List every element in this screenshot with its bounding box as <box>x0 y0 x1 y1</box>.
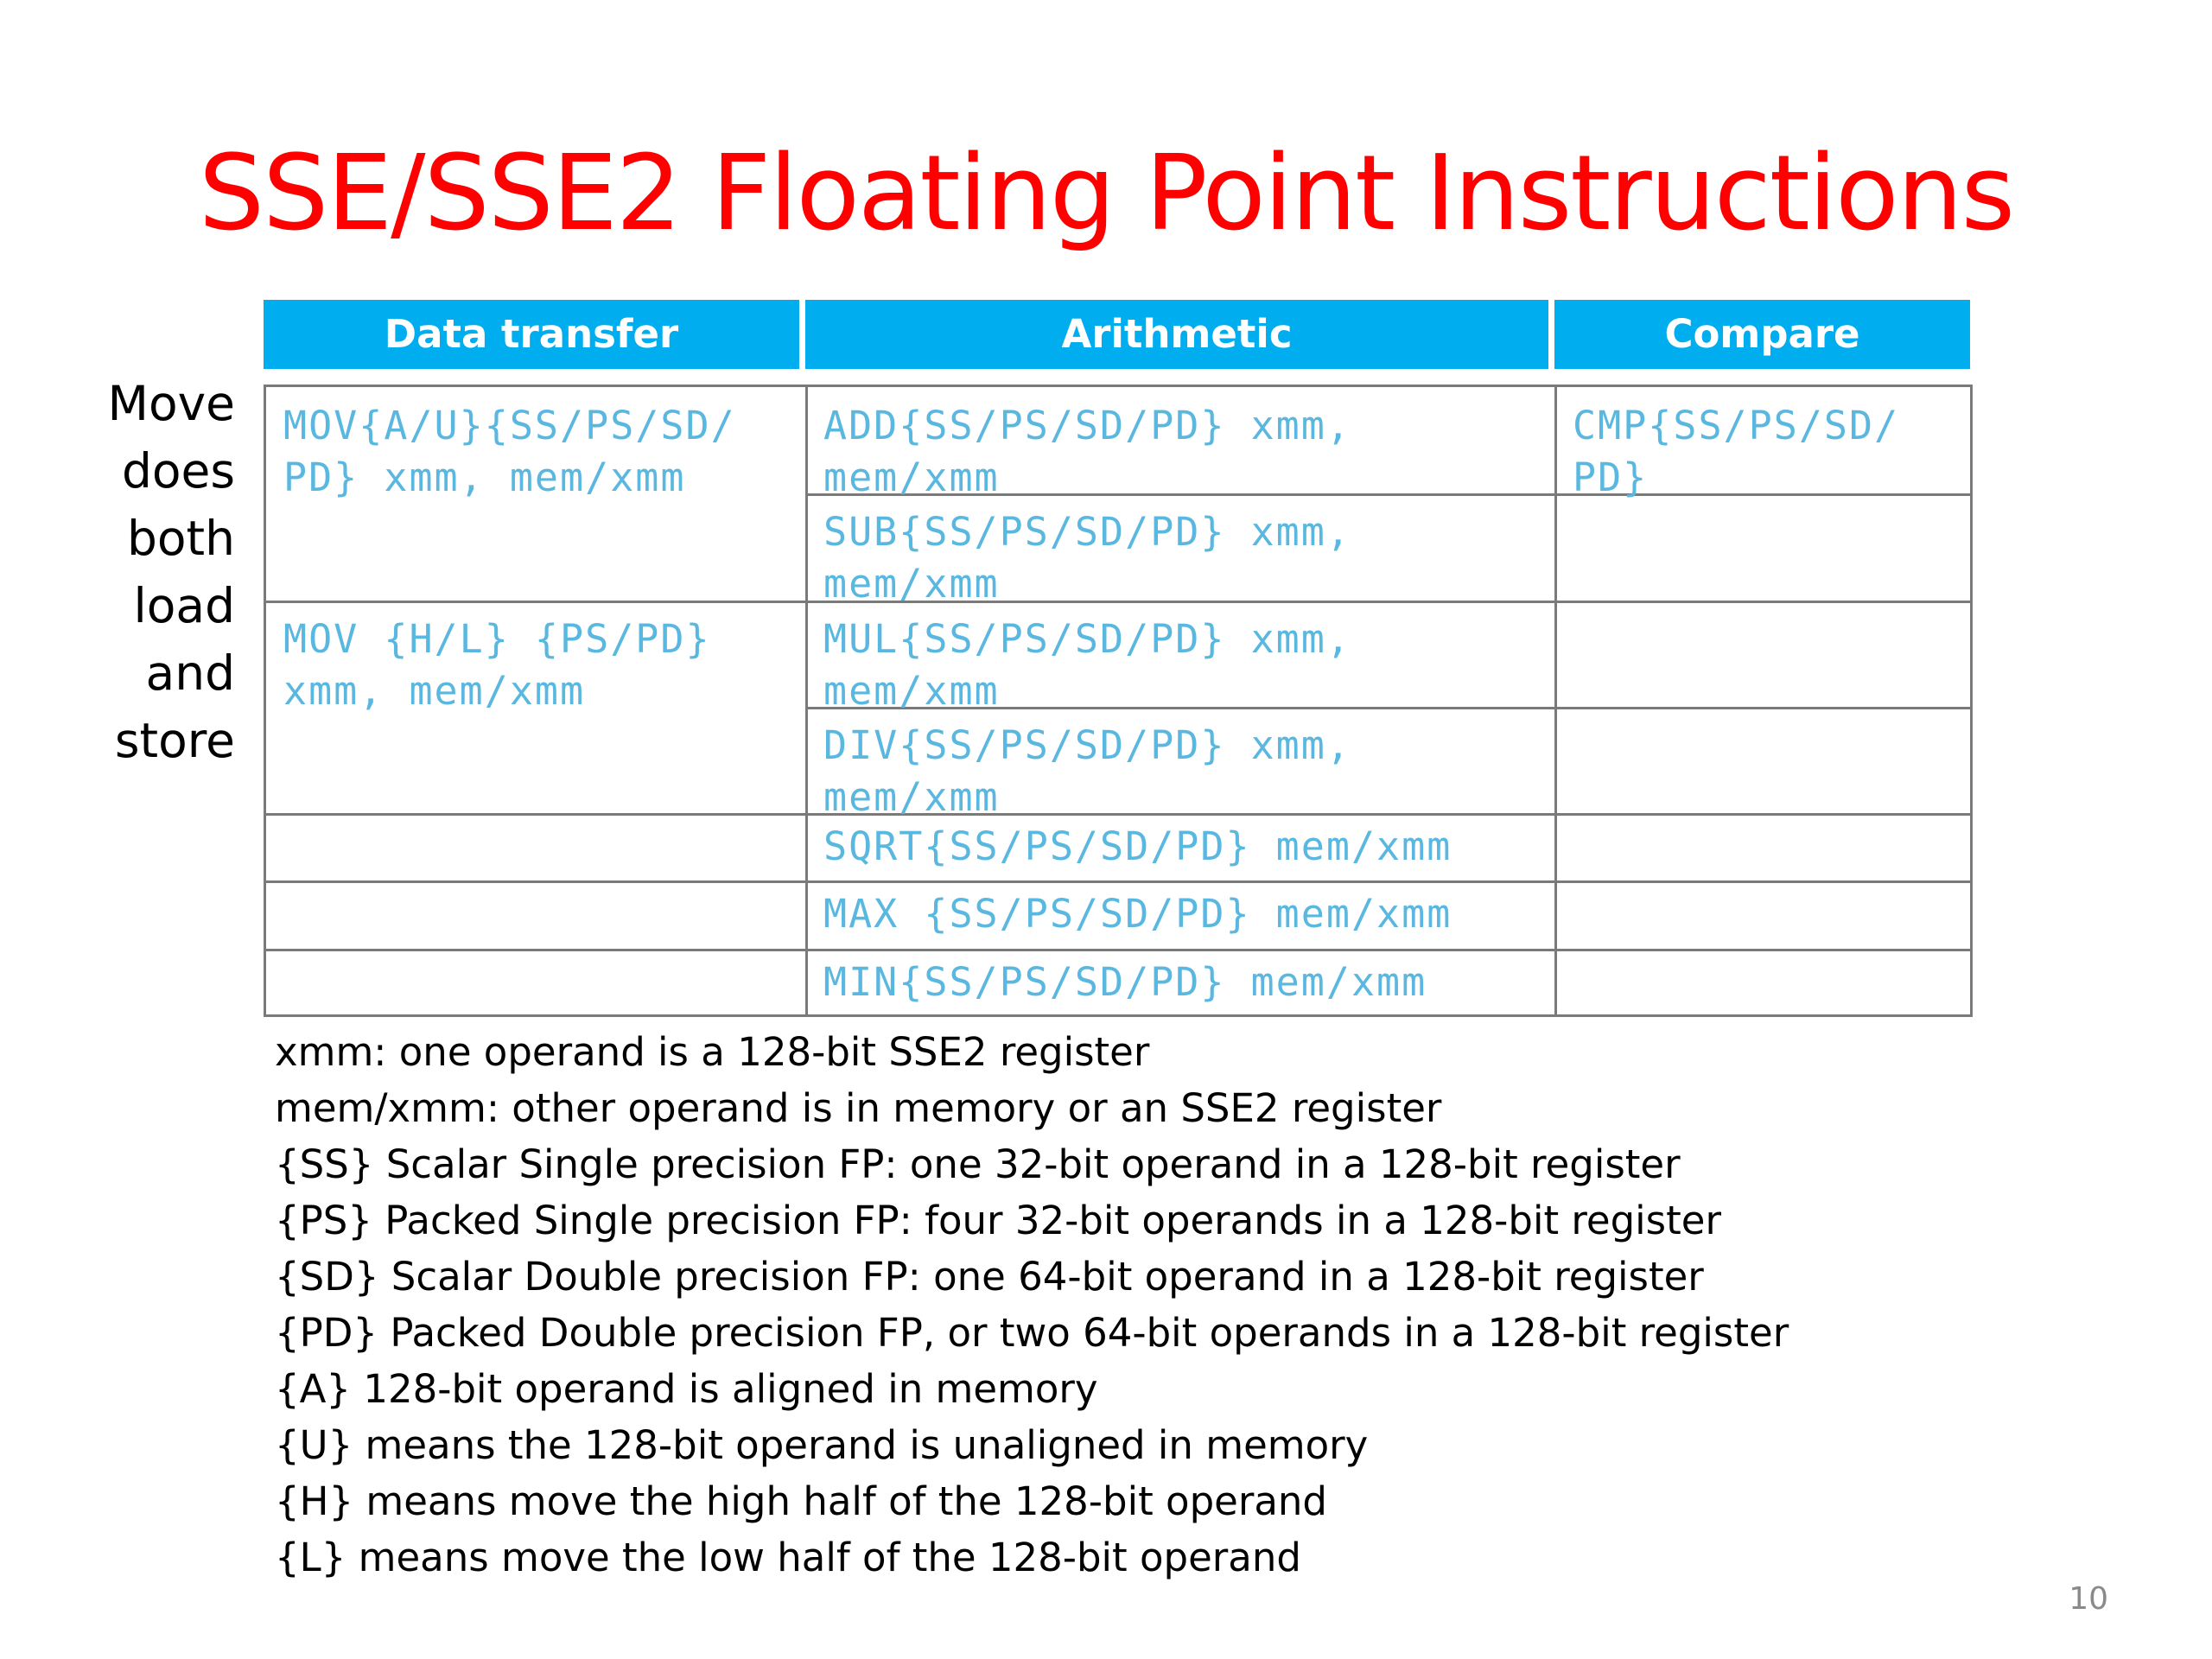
cell-sub <box>823 506 1351 610</box>
cell-line: ADD{SS/PS/SD/PD} xmm, <box>823 403 1351 448</box>
cell-line: PD} xmm, mem/xmm <box>283 454 686 500</box>
cell-line: CMP{SS/PS/SD/ <box>1573 403 1900 448</box>
side-note-line: load <box>133 578 235 633</box>
header-arithmetic: Arithmetic <box>805 300 1548 369</box>
cell-line: xmm, mem/xmm <box>283 668 586 714</box>
cell-line: SQRT{SS/PS/SD/PD} mem/xmm <box>823 823 1452 869</box>
header-data-transfer: Data transfer <box>264 300 799 369</box>
cell-line: mem/xmm <box>823 668 1000 714</box>
cell-mov-hl <box>283 613 711 717</box>
cell-max <box>823 888 1452 940</box>
cell-div <box>823 720 1351 823</box>
row-divider <box>266 949 1970 951</box>
legend-line: {SD} Scalar Double precision FP: one 64-bit operand in a 128-bit register <box>275 1254 1704 1300</box>
cell-line: mem/xmm <box>823 561 1000 607</box>
cell-min <box>823 957 1427 1008</box>
cell-mul <box>823 613 1351 717</box>
cell-sqrt <box>823 821 1452 873</box>
side-note-line: does <box>121 443 235 499</box>
cell-cmp <box>1573 400 1899 504</box>
slide-title: SSE/SSE2 Floating Point Instructions <box>198 134 2014 254</box>
side-note-line: and <box>145 645 235 701</box>
cell-line: MIN{SS/PS/SD/PD} mem/xmm <box>823 959 1427 1005</box>
legend-line: {PS} Packed Single precision FP: four 32-bit operands in a 128-bit register <box>275 1198 1721 1243</box>
legend-line: mem/xmm: other operand is in memory or an SSE2 register <box>275 1085 1442 1131</box>
row-divider <box>266 880 1970 883</box>
legend-line: {A} 128-bit operand is aligned in memory <box>275 1366 1098 1412</box>
header-compare: Compare <box>1554 300 1970 369</box>
legend-line: xmm: one operand is a 128-bit SSE2 register <box>275 1029 1150 1075</box>
legend-line: {H} means move the high half of the 128-bit operand <box>275 1478 1327 1524</box>
cell-mov-au <box>283 400 736 504</box>
legend-line: {U} means the 128-bit operand is unaligned in memory <box>275 1422 1369 1468</box>
column-divider <box>805 387 808 1014</box>
side-note <box>86 370 235 774</box>
legend <box>275 1024 1789 1586</box>
cell-line: DIV{SS/PS/SD/PD} xmm, <box>823 722 1351 768</box>
cell-line: MAX {SS/PS/SD/PD} mem/xmm <box>823 891 1452 937</box>
side-note-line: Move <box>107 376 235 431</box>
cell-add <box>823 400 1351 504</box>
side-note-line: both <box>127 511 235 566</box>
side-note-line: store <box>114 713 235 768</box>
cell-line: MUL{SS/PS/SD/PD} xmm, <box>823 616 1351 662</box>
cell-line: mem/xmm <box>823 454 1000 500</box>
cell-line: MOV {H/L} {PS/PD} <box>283 616 711 662</box>
cell-line: PD} <box>1573 454 1649 500</box>
column-divider <box>1554 387 1557 1014</box>
instruction-table <box>264 385 1973 1017</box>
legend-line: {L} means move the low half of the 128-bit operand <box>275 1535 1301 1580</box>
legend-line: {SS} Scalar Single precision FP: one 32-bit operand in a 128-bit register <box>275 1141 1681 1187</box>
cell-line: MOV{A/U}{SS/PS/SD/ <box>283 403 736 448</box>
cell-line: mem/xmm <box>823 774 1000 820</box>
legend-line: {PD} Packed Double precision FP, or two 64-bit operands in a 128-bit register <box>275 1310 1789 1356</box>
cell-line: SUB{SS/PS/SD/PD} xmm, <box>823 509 1351 555</box>
page-number: 10 <box>2069 1581 2108 1617</box>
